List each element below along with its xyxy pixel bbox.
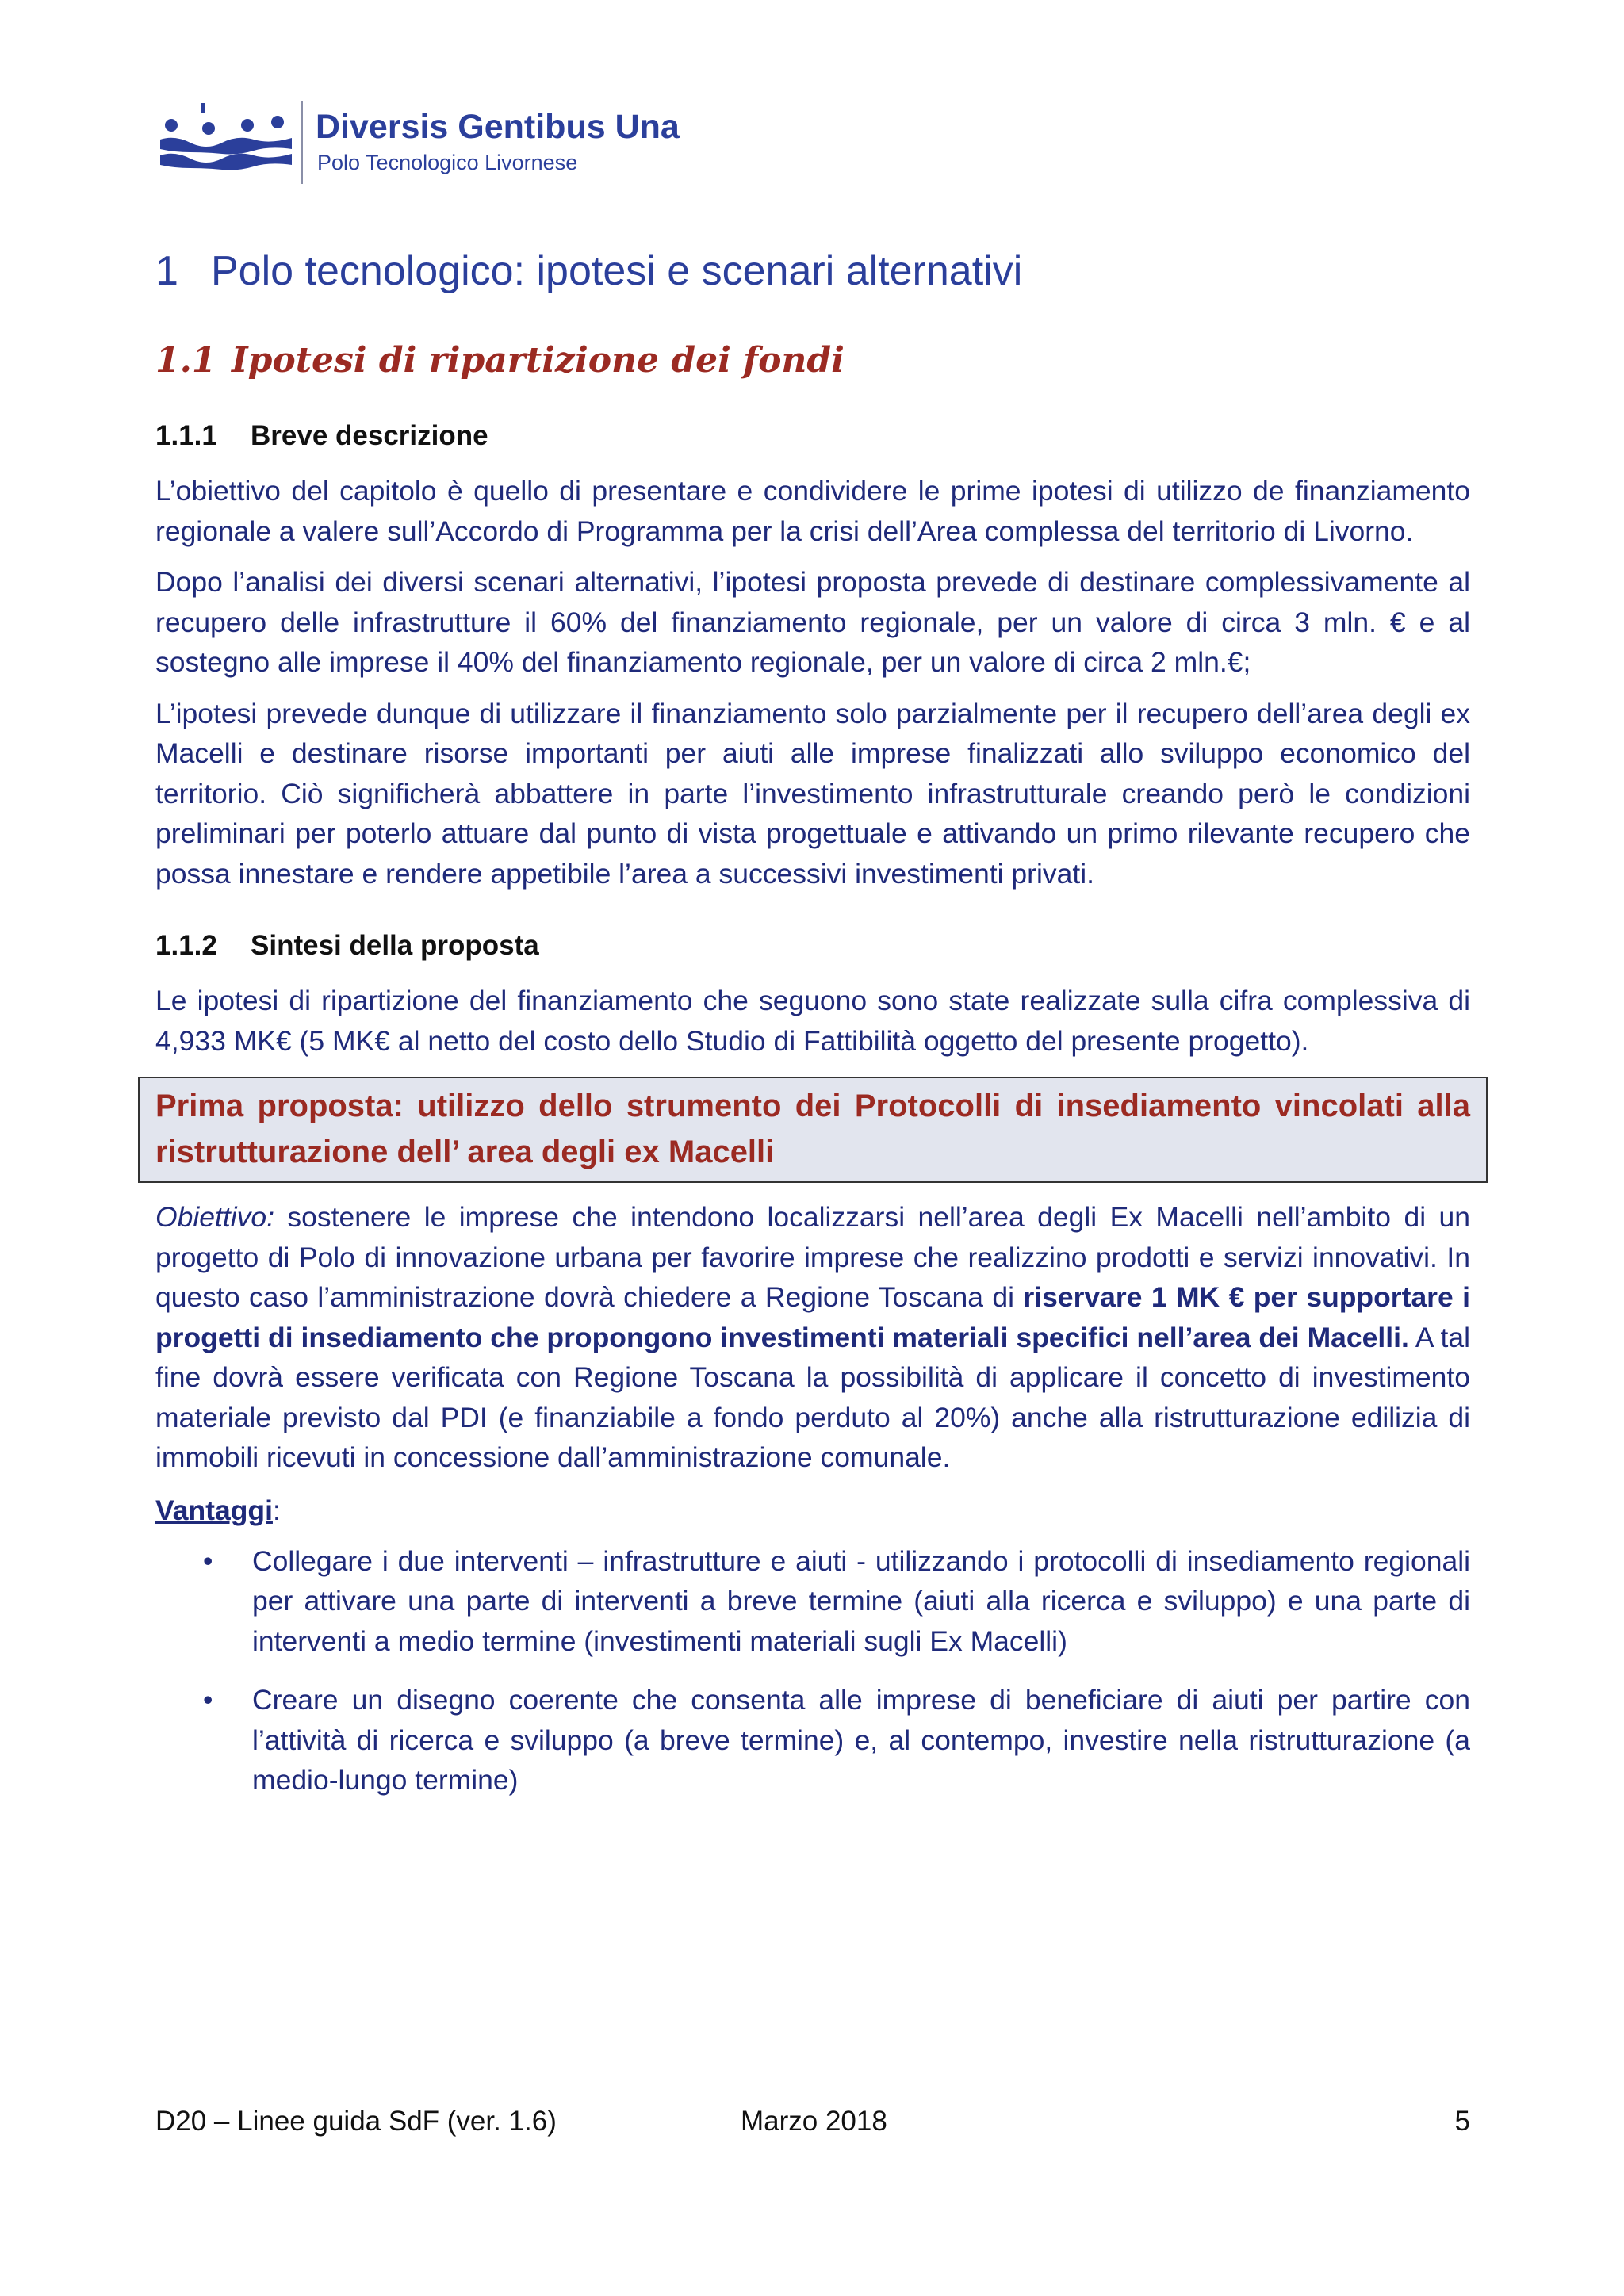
objective-bold: riservare 1 MK € per supportare i progetti di insediamento che propongono investimenti materiali specifici nell’area dei Macelli. xyxy=(155,1281,1470,1353)
advantages-list xyxy=(155,1541,1470,1800)
proposal-box-title: Prima proposta: utilizzo dello strumento dei Protocolli di insediamento vincolati alla ristrutturazione dell’ area degli ex Macelli xyxy=(138,1077,1488,1183)
advantage-text-1: Collegare i due interventi – infrastrutture e aiuti - utilizzando i protocolli di insediamento regionali per attivare una parte di interventi a breve termine (aiuti alla ricerca e sviluppo) e una parte di interventi a medio termine (investimenti materiali sugli Ex Macelli) xyxy=(252,1544,1470,1657)
bullet-icon: • xyxy=(203,1684,213,1716)
list-item xyxy=(155,1680,1470,1800)
advantages-colon: : xyxy=(272,1494,281,1526)
header-logo xyxy=(159,101,680,184)
breve-heading xyxy=(155,417,1470,455)
list-item xyxy=(155,1541,1470,1662)
breve-number: 1.1.1 xyxy=(155,420,217,451)
objective-text-2: A tal fine dovrà essere verificata con Regione Toscana la possibilità di applicare il concetto di investimento materiale previsto dal PDI (e finanziabile a fondo perduto al 20%) anche alla ristrutturazione edilizia di immobili ricevuti in concessione dall’amministrazione comunale. xyxy=(155,1321,1470,1473)
subsection-heading xyxy=(155,338,1470,384)
bullet-icon: • xyxy=(203,1544,213,1577)
section-number: 1 xyxy=(155,248,178,294)
objective-paragraph xyxy=(155,1197,1470,1478)
logo-waves-icon xyxy=(159,101,293,184)
breve-paragraph-2: Dopo l’analisi dei diversi scenari alternativi, l’ipotesi proposta prevede di destinare complessivamente al recupero delle infrastrutture il 60% del finanziamento regionale, per un valore di circa 3 mln. € e al sostegno alle imprese il 40% del finanziamento regionale, per un valore di circa 2 mln.€; xyxy=(155,566,1470,678)
section-title: Polo tecnologico: ipotesi e scenari alternativi xyxy=(211,248,1023,294)
logo-subtitle: Polo Tecnologico Livornese xyxy=(317,151,578,174)
breve-title: Breve descrizione xyxy=(251,420,488,451)
sintesi-paragraph: Le ipotesi di ripartizione del finanziamento che seguono sono state realizzate sulla cifra complessiva di 4,933 MK€ (5 MK€ al netto del costo dello Studio di Fattibilità oggetto del presente progetto). xyxy=(155,985,1470,1057)
sintesi-number: 1.1.2 xyxy=(155,930,217,961)
sintesi-title: Sintesi della proposta xyxy=(251,930,539,961)
footer-page-number: 5 xyxy=(1454,2106,1470,2137)
breve-paragraph-3: L’ipotesi prevede dunque di utilizzare il finanziamento solo parzialmente per il recupero dell’area degli ex Macelli e destinare risorse importanti per aiuti alle imprese finalizzati allo sviluppo economico del territorio. Ciò significherà abbattere in parte l’investimento infrastrutturale creando però le condizioni preliminari per poterlo attuare dal punto di vista progettuale e attivando un primo rilevante recupero che possa innestare e rendere appetibile l’area a successivi investimenti privati. xyxy=(155,697,1470,890)
subsection-number: 1.1 xyxy=(155,340,216,381)
logo-divider xyxy=(301,101,303,184)
advantage-text-2: Creare un disegno coerente che consenta alle imprese di beneficiare di aiuti per partire con l’attività di ricerca e sviluppo (a breve termine) e, al contempo, investire nella ristrutturazione (a medio-lungo termine) xyxy=(252,1684,1470,1796)
footer-date: Marzo 2018 xyxy=(741,2106,887,2137)
page-content xyxy=(155,238,1470,1820)
footer-doc: D20 – Linee guida SdF (ver. 1.6) xyxy=(155,2106,557,2137)
advantages-label: Vantaggi xyxy=(155,1494,273,1526)
subsection-title: Ipotesi di ripartizione dei fondi xyxy=(232,340,845,381)
advantages-heading xyxy=(155,1490,1470,1530)
logo-title: Diversis Gentibus Una xyxy=(316,108,680,146)
sintesi-heading xyxy=(155,927,1470,965)
objective-text-1: sostenere le imprese che intendono localizzarsi nell’area degli Ex Macelli nell’ambito di un progetto di Polo di innovazione urbana per favorire imprese che realizzino prodotti e servizi innovativi. In questo caso l’amministrazione dovrà chiedere a Regione Toscana di xyxy=(155,1201,1470,1313)
objective-label: Obiettivo: xyxy=(155,1201,274,1233)
breve-paragraph-1: L’obiettivo del capitolo è quello di presentare e condividere le prime ipotesi di utilizzo de finanziamento regionale a valere sull’Accordo di Programma per la crisi dell’Area complessa del territorio di Livorno. xyxy=(155,475,1470,547)
section-heading xyxy=(155,246,1470,297)
page-footer xyxy=(155,2106,1470,2145)
